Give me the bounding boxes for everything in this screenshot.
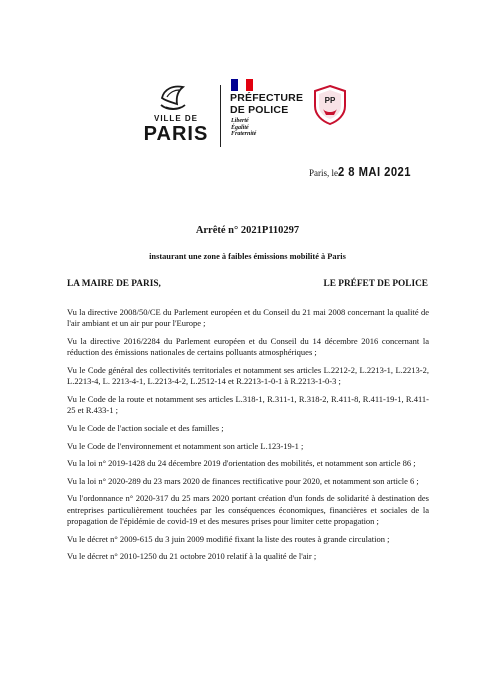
date-prefix: Paris, le	[309, 168, 338, 178]
decree-title: Arrêté n° 2021P110297	[195, 225, 300, 236]
badge-text: PP	[324, 96, 336, 105]
decree-subtitle: instaurant une zone à faibles émissions mobilité à Paris	[149, 252, 346, 261]
authority-mayor: LA MAIRE DE PARIS,	[67, 279, 161, 289]
motto-line: Fraternité	[231, 131, 257, 138]
visa-paragraph: Vu le Code général des collectivités territoriales et notamment ses articles L.2212-2, L.2213-1, L.2213-2, L.2213-4, L. 2213-4-1, L.2213-4-2, L.2512-14 et R.2213-1-0-1 à R.2213-1-0-3 ;	[67, 365, 429, 387]
visa-paragraph: Vu le décret n° 2009-615 du 3 juin 2009 modifié fixant la liste des routes à grande circulation ;	[67, 533, 390, 544]
paris-logo	[136, 84, 216, 150]
paris-ship-emblem-icon	[158, 84, 188, 112]
date-stamp: 2 8 MAI 2021	[338, 165, 411, 179]
authority-prefect: LE PRÉFET DE POLICE	[323, 279, 428, 289]
visa-paragraph: Vu le Code de l'environnement et notamment son article L.123-19-1 ;	[67, 440, 304, 451]
paris-logo-line1: VILLE DE	[153, 114, 198, 123]
motto-line: Liberté	[231, 118, 249, 124]
prefecture-logo-title	[230, 93, 303, 116]
motto-line: Égalité	[231, 124, 249, 131]
police-badge-icon	[312, 84, 348, 126]
visa-paragraph: Vu la loi n° 2019-1428 du 24 décembre 2019 d'orientation des mobilités, et notamment son article 86 ;	[67, 458, 416, 469]
visa-paragraph: Vu la directive 2016/2284 du Parlement européen et du Conseil du 14 décembre 2016 concernant la réduction des émissions nationales de certains polluants atmosphériques ;	[67, 336, 429, 358]
prefecture-title-line: DE POLICE	[230, 103, 289, 116]
visa-paragraph: Vu le Code de la route et notamment ses articles L.318-1, R.311-1, R.318-2, R.411-8, R.411-19-1, R.411-25 et R.433-1 ;	[67, 394, 429, 416]
paris-logo-line2: PARIS	[143, 123, 209, 145]
visa-paragraph: Vu l'ordonnance n° 2020-317 du 25 mars 2020 portant création d'un fonds de solidarité à destination des entreprises particulièrement touchées par les conséquences économiques, financières et sociales de la propagation de l'épidémie de covid-19 et des mesures prises pour limiter cette propagation ;	[67, 493, 429, 527]
date-line	[309, 163, 419, 181]
visa-paragraph: Vu le décret n° 2010-1250 du 21 octobre 2010 relatif à la qualité de l'air ;	[67, 551, 317, 562]
visa-paragraph: Vu la loi n° 2020-289 du 23 mars 2020 de finances rectificative pour 2020, et notamment son article 6 ;	[67, 475, 419, 486]
logo-divider	[220, 85, 221, 147]
french-flag-icon	[231, 79, 253, 91]
visa-paragraph: Vu la directive 2008/50/CE du Parlement européen et du Conseil du 21 mai 2008 concernant la qualité de l'air ambiant et un air pur pour l'Europe ;	[67, 307, 429, 329]
prefecture-title-line: PRÉFECTURE	[230, 92, 304, 104]
republic-motto	[231, 118, 256, 138]
visa-list	[67, 307, 429, 569]
visa-paragraph: Vu le Code de l'action sociale et des familles ;	[67, 423, 224, 433]
